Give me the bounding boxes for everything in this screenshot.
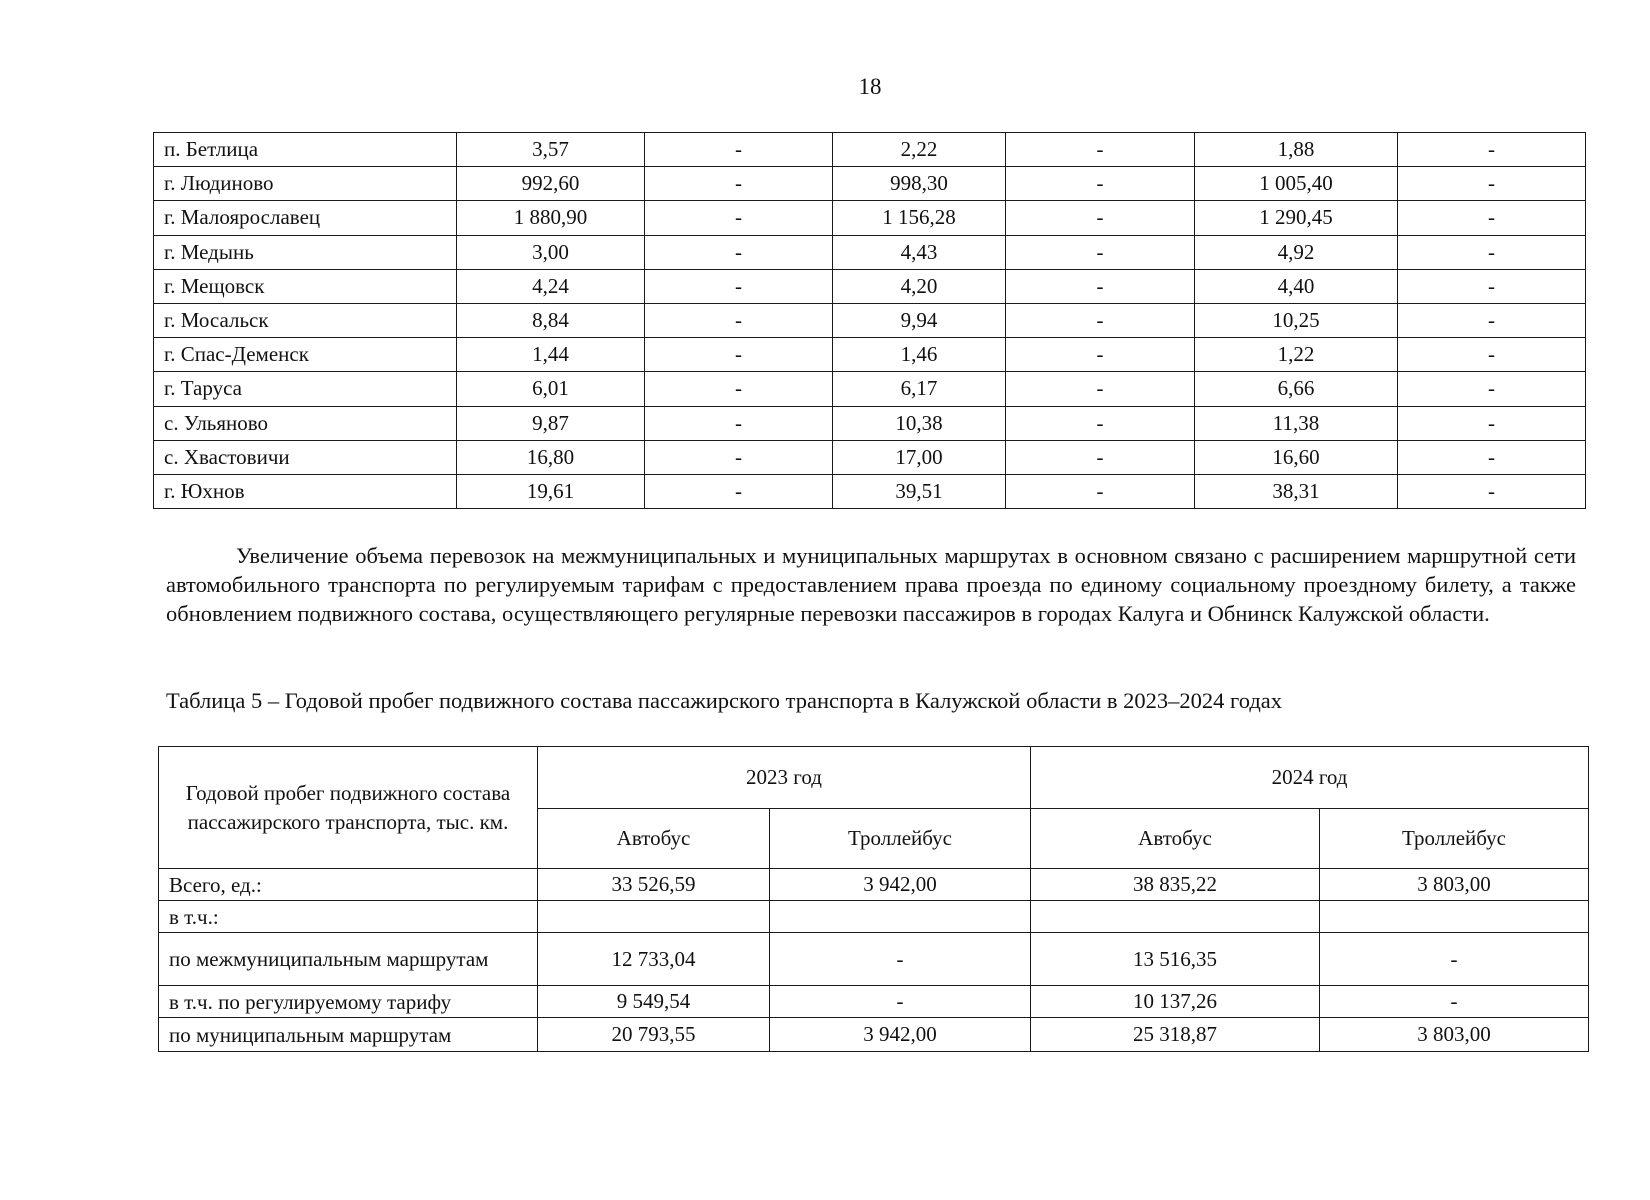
header-trolleybus-2024: Троллейбус <box>1320 809 1589 869</box>
cell-bus-2024: 25 318,87 <box>1031 1018 1320 1052</box>
header-trolleybus-2023: Троллейбус <box>770 809 1031 869</box>
cell-value: - <box>1398 303 1586 337</box>
cell-bus-2023: 9 549,54 <box>538 986 770 1018</box>
mileage-table <box>158 746 1589 1052</box>
cell-value: - <box>1006 406 1195 440</box>
city-name: г. Таруса <box>154 372 457 406</box>
cell-value: 16,60 <box>1195 440 1398 474</box>
cell-value: - <box>645 167 833 201</box>
cell-value: - <box>1006 303 1195 337</box>
cell-value: - <box>1006 235 1195 269</box>
city-name: с. Хвастовичи <box>154 440 457 474</box>
cell-value: 9,87 <box>457 406 645 440</box>
cell-trolley-2024 <box>1320 901 1589 933</box>
cell-value: - <box>1398 406 1586 440</box>
cell-bus-2023: 12 733,04 <box>538 933 770 986</box>
cell-value: 1 290,45 <box>1195 201 1398 235</box>
cell-value: 4,24 <box>457 269 645 303</box>
cell-value: - <box>1398 269 1586 303</box>
cell-value: 1,46 <box>833 338 1006 372</box>
cell-value: 10,38 <box>833 406 1006 440</box>
cell-trolley-2024: 3 803,00 <box>1320 869 1589 901</box>
cell-value: - <box>1006 167 1195 201</box>
body-paragraph: Увеличение объема перевозок на межмуниципальных и муниципальных маршрутах в основном связано с расширением маршрутной сети автомобильного транспорта по регулируемым тарифам с предоставлением права проезда по единому социальному проездному билету, а также обновлением подвижного состава, осуществляющего регулярные перевозки пассажиров в городах Калуга и Обнинск Калужской области. <box>166 543 1576 626</box>
cell-trolley-2023 <box>770 901 1031 933</box>
cell-value: 4,40 <box>1195 269 1398 303</box>
cell-value: - <box>645 133 833 167</box>
cell-value: 998,30 <box>833 167 1006 201</box>
table-row <box>154 303 1586 337</box>
cell-value: 6,17 <box>833 372 1006 406</box>
cell-value: - <box>645 303 833 337</box>
row-label: по межмуниципальным маршрутам <box>159 933 538 986</box>
table-row <box>159 986 1589 1018</box>
cell-value: - <box>1398 474 1586 508</box>
cell-value: - <box>645 406 833 440</box>
cell-value: - <box>645 440 833 474</box>
cell-trolley-2023: 3 942,00 <box>770 869 1031 901</box>
city-name: г. Мещовск <box>154 269 457 303</box>
cell-value: - <box>645 201 833 235</box>
city-name: п. Бетлица <box>154 133 457 167</box>
cell-value: 992,60 <box>457 167 645 201</box>
cell-value: - <box>1398 201 1586 235</box>
table-row <box>154 474 1586 508</box>
header-year-2024: 2024 год <box>1031 747 1589 809</box>
cell-value: - <box>1398 235 1586 269</box>
table-row <box>154 133 1586 167</box>
cell-value: 1 156,28 <box>833 201 1006 235</box>
cities-table <box>153 132 1586 509</box>
city-name: с. Ульяново <box>154 406 457 440</box>
city-name: г. Мосальск <box>154 303 457 337</box>
table-caption: Таблица 5 – Годовой пробег подвижного состава пассажирского транспорта в Калужской области в 2023–2024 годах <box>166 688 1283 713</box>
cell-value: - <box>1398 167 1586 201</box>
cell-value: 16,80 <box>457 440 645 474</box>
row-label: Всего, ед.: <box>159 869 538 901</box>
table-row <box>159 869 1589 901</box>
cell-value: 4,92 <box>1195 235 1398 269</box>
cell-value: - <box>645 372 833 406</box>
cell-value: - <box>645 269 833 303</box>
cell-value: 1 880,90 <box>457 201 645 235</box>
cell-value: 17,00 <box>833 440 1006 474</box>
header-label: Годовой пробег подвижного состава пассажирского транспорта, тыс. км. <box>159 747 538 869</box>
cell-value: 1,22 <box>1195 338 1398 372</box>
cell-value: 1,88 <box>1195 133 1398 167</box>
table-row <box>154 201 1586 235</box>
table-row <box>154 440 1586 474</box>
cell-value: 8,84 <box>457 303 645 337</box>
cell-value: 6,66 <box>1195 372 1398 406</box>
cell-value: 2,22 <box>833 133 1006 167</box>
cell-bus-2023: 33 526,59 <box>538 869 770 901</box>
city-name: г. Людиново <box>154 167 457 201</box>
page-number: 18 <box>858 74 882 99</box>
cell-value: - <box>645 474 833 508</box>
cell-value: - <box>1006 201 1195 235</box>
cell-value: 38,31 <box>1195 474 1398 508</box>
city-name: г. Юхнов <box>154 474 457 508</box>
cell-trolley-2024: - <box>1320 933 1589 986</box>
cell-bus-2024: 38 835,22 <box>1031 869 1320 901</box>
cell-value: 1 005,40 <box>1195 167 1398 201</box>
cell-value: - <box>1398 440 1586 474</box>
cell-value: 1,44 <box>457 338 645 372</box>
cell-value: 10,25 <box>1195 303 1398 337</box>
header-bus-2024: Автобус <box>1031 809 1320 869</box>
cell-trolley-2023: - <box>770 986 1031 1018</box>
cell-trolley-2023: - <box>770 933 1031 986</box>
table-row <box>154 406 1586 440</box>
cell-bus-2024: 10 137,26 <box>1031 986 1320 1018</box>
table-row <box>154 235 1586 269</box>
cell-value: 4,43 <box>833 235 1006 269</box>
cell-value: - <box>1006 474 1195 508</box>
cell-value: - <box>1398 338 1586 372</box>
cell-trolley-2024: - <box>1320 986 1589 1018</box>
cell-value: 4,20 <box>833 269 1006 303</box>
cell-bus-2023 <box>538 901 770 933</box>
table-row <box>154 372 1586 406</box>
table-row <box>154 167 1586 201</box>
row-label: в т.ч. по регулируемому тарифу <box>159 986 538 1018</box>
cell-value: - <box>1006 133 1195 167</box>
cell-bus-2024: 13 516,35 <box>1031 933 1320 986</box>
header-bus-2023: Автобус <box>538 809 770 869</box>
cell-bus-2023: 20 793,55 <box>538 1018 770 1052</box>
row-label: в т.ч.: <box>159 901 538 933</box>
cell-value: - <box>1398 133 1586 167</box>
table-row <box>159 901 1589 933</box>
cell-value: - <box>1006 269 1195 303</box>
cell-bus-2024 <box>1031 901 1320 933</box>
cell-value: 39,51 <box>833 474 1006 508</box>
cell-value: - <box>1006 372 1195 406</box>
table-row <box>159 933 1589 986</box>
cell-trolley-2024: 3 803,00 <box>1320 1018 1589 1052</box>
city-name: г. Спас-Деменск <box>154 338 457 372</box>
row-label: по муниципальным маршрутам <box>159 1018 538 1052</box>
header-year-2023: 2023 год <box>538 747 1031 809</box>
header-row <box>159 747 1589 809</box>
cell-value: - <box>645 235 833 269</box>
table-row <box>159 1018 1589 1052</box>
cell-value: - <box>645 338 833 372</box>
cell-value: - <box>1398 372 1586 406</box>
cell-value: 6,01 <box>457 372 645 406</box>
cell-value: - <box>1006 338 1195 372</box>
table-row <box>154 269 1586 303</box>
cell-value: 19,61 <box>457 474 645 508</box>
cell-value: 9,94 <box>833 303 1006 337</box>
cell-trolley-2023: 3 942,00 <box>770 1018 1031 1052</box>
cell-value: 3,57 <box>457 133 645 167</box>
city-name: г. Медынь <box>154 235 457 269</box>
city-name: г. Малоярославец <box>154 201 457 235</box>
cell-value: 11,38 <box>1195 406 1398 440</box>
table-row <box>154 338 1586 372</box>
cell-value: - <box>1006 440 1195 474</box>
cell-value: 3,00 <box>457 235 645 269</box>
